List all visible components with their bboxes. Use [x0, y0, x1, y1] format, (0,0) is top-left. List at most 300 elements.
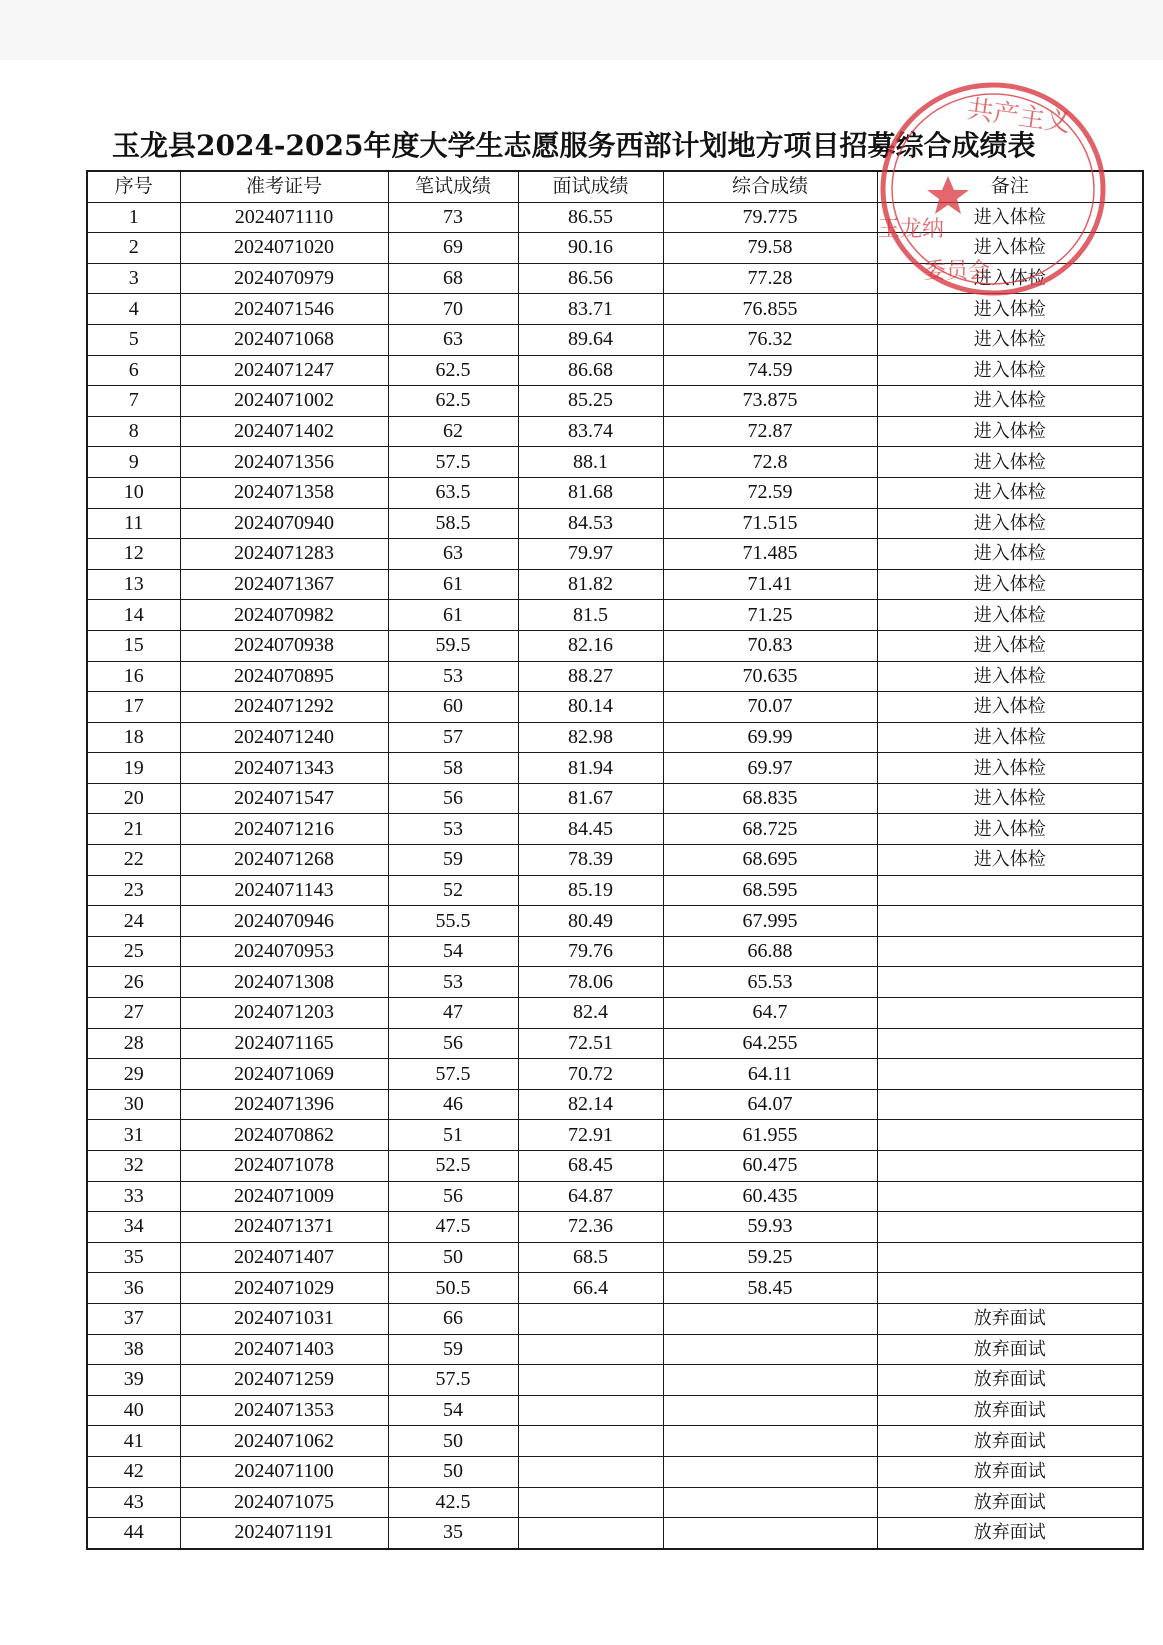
cell-ticket-number: 2024071002 — [180, 386, 388, 417]
cell-interview-score: 82.16 — [518, 630, 663, 661]
cell-total-score: 68.695 — [663, 845, 877, 876]
cell-index: 4 — [87, 294, 180, 325]
cell-interview-score: 86.55 — [518, 202, 663, 233]
cell-remark: 进入体检 — [877, 355, 1143, 386]
cell-ticket-number: 2024071110 — [180, 202, 388, 233]
cell-index: 11 — [87, 508, 180, 539]
table-row — [87, 324, 1143, 355]
cell-remark — [877, 906, 1143, 937]
cell-total-score: 67.995 — [663, 906, 877, 937]
cell-written-score: 61 — [388, 600, 518, 631]
cell-written-score: 58 — [388, 753, 518, 784]
cell-remark: 进入体检 — [877, 508, 1143, 539]
cell-interview-score: 90.16 — [518, 233, 663, 264]
cell-index: 21 — [87, 814, 180, 845]
table-row — [87, 233, 1143, 264]
cell-remark: 放弃面试 — [877, 1334, 1143, 1365]
cell-interview-score: 81.82 — [518, 569, 663, 600]
cell-written-score: 50.5 — [388, 1273, 518, 1304]
cell-ticket-number: 2024071062 — [180, 1426, 388, 1457]
cell-index: 16 — [87, 661, 180, 692]
cell-interview-score: 79.97 — [518, 539, 663, 570]
cell-total-score: 68.835 — [663, 783, 877, 814]
cell-total-score: 72.87 — [663, 416, 877, 447]
table-row — [87, 569, 1143, 600]
cell-ticket-number: 2024071259 — [180, 1365, 388, 1396]
cell-ticket-number: 2024070862 — [180, 1120, 388, 1151]
cell-total-score — [663, 1456, 877, 1487]
cell-ticket-number: 2024071247 — [180, 355, 388, 386]
cell-interview-score: 88.1 — [518, 447, 663, 478]
cell-index: 2 — [87, 233, 180, 264]
cell-ticket-number: 2024071075 — [180, 1487, 388, 1518]
table-row — [87, 355, 1143, 386]
cell-remark: 进入体检 — [877, 600, 1143, 631]
cell-index: 22 — [87, 845, 180, 876]
cell-total-score: 70.83 — [663, 630, 877, 661]
cell-ticket-number: 2024071069 — [180, 1059, 388, 1090]
cell-interview-score: 66.4 — [518, 1273, 663, 1304]
cell-remark — [877, 1028, 1143, 1059]
cell-ticket-number: 2024071009 — [180, 1181, 388, 1212]
cell-written-score: 53 — [388, 661, 518, 692]
cell-written-score: 62 — [388, 416, 518, 447]
cell-written-score: 46 — [388, 1089, 518, 1120]
cell-ticket-number: 2024070938 — [180, 630, 388, 661]
table-row — [87, 906, 1143, 937]
cell-written-score: 61 — [388, 569, 518, 600]
cell-total-score: 59.25 — [663, 1242, 877, 1273]
cell-remark: 进入体检 — [877, 324, 1143, 355]
cell-remark — [877, 1212, 1143, 1243]
cell-ticket-number: 2024071371 — [180, 1212, 388, 1243]
table-row — [87, 783, 1143, 814]
cell-interview-score: 80.14 — [518, 692, 663, 723]
cell-ticket-number: 2024070940 — [180, 508, 388, 539]
cell-index: 15 — [87, 630, 180, 661]
table-row — [87, 936, 1143, 967]
table-row — [87, 477, 1143, 508]
table-row — [87, 1456, 1143, 1487]
cell-interview-score: 81.5 — [518, 600, 663, 631]
cell-interview-score — [518, 1303, 663, 1334]
table-row — [87, 539, 1143, 570]
cell-written-score: 59 — [388, 845, 518, 876]
cell-interview-score — [518, 1365, 663, 1396]
table-row — [87, 1181, 1143, 1212]
cell-interview-score: 64.87 — [518, 1181, 663, 1212]
cell-ticket-number: 2024071165 — [180, 1028, 388, 1059]
cell-ticket-number: 2024071216 — [180, 814, 388, 845]
cell-total-score: 77.28 — [663, 263, 877, 294]
table-row — [87, 1487, 1143, 1518]
table-row — [87, 692, 1143, 723]
cell-written-score: 63 — [388, 539, 518, 570]
cell-remark — [877, 1242, 1143, 1273]
cell-written-score: 56 — [388, 1181, 518, 1212]
cell-written-score: 63 — [388, 324, 518, 355]
cell-ticket-number: 2024071031 — [180, 1303, 388, 1334]
svg-text:共产主义: 共产主义 — [965, 94, 1073, 139]
cell-index: 24 — [87, 906, 180, 937]
cell-written-score: 57.5 — [388, 1059, 518, 1090]
table-row — [87, 1212, 1143, 1243]
cell-written-score: 47 — [388, 998, 518, 1029]
table-row — [87, 1242, 1143, 1273]
cell-index: 27 — [87, 998, 180, 1029]
table-body — [87, 202, 1143, 1549]
cell-interview-score: 83.71 — [518, 294, 663, 325]
cell-total-score: 72.8 — [663, 447, 877, 478]
cell-written-score: 69 — [388, 233, 518, 264]
cell-ticket-number: 2024071268 — [180, 845, 388, 876]
table-row — [87, 447, 1143, 478]
cell-remark: 进入体检 — [877, 722, 1143, 753]
column-header-written-score: 笔试成绩 — [388, 171, 518, 202]
table-row — [87, 814, 1143, 845]
cell-interview-score: 79.76 — [518, 936, 663, 967]
cell-ticket-number: 2024070895 — [180, 661, 388, 692]
cell-total-score: 69.97 — [663, 753, 877, 784]
cell-remark — [877, 875, 1143, 906]
cell-remark: 进入体检 — [877, 845, 1143, 876]
cell-index: 9 — [87, 447, 180, 478]
cell-interview-score: 68.5 — [518, 1242, 663, 1273]
column-header-interview-score: 面试成绩 — [518, 171, 663, 202]
cell-index: 20 — [87, 783, 180, 814]
cell-interview-score: 70.72 — [518, 1059, 663, 1090]
cell-remark: 进入体检 — [877, 477, 1143, 508]
cell-written-score: 54 — [388, 1395, 518, 1426]
cell-index: 34 — [87, 1212, 180, 1243]
table-row — [87, 1518, 1143, 1549]
cell-remark: 进入体检 — [877, 783, 1143, 814]
cell-written-score: 57 — [388, 722, 518, 753]
cell-remark — [877, 1181, 1143, 1212]
cell-interview-score — [518, 1487, 663, 1518]
cell-remark: 进入体检 — [877, 661, 1143, 692]
cell-ticket-number: 2024071240 — [180, 722, 388, 753]
cell-total-score — [663, 1518, 877, 1549]
table-row — [87, 1059, 1143, 1090]
cell-written-score: 59 — [388, 1334, 518, 1365]
scan-margin — [0, 0, 1163, 60]
cell-written-score: 66 — [388, 1303, 518, 1334]
cell-index: 31 — [87, 1120, 180, 1151]
cell-index: 26 — [87, 967, 180, 998]
cell-written-score: 58.5 — [388, 508, 518, 539]
cell-written-score: 35 — [388, 1518, 518, 1549]
table-row — [87, 600, 1143, 631]
cell-written-score: 57.5 — [388, 447, 518, 478]
cell-total-score — [663, 1426, 877, 1457]
table-row — [87, 294, 1143, 325]
cell-interview-score — [518, 1334, 663, 1365]
cell-remark — [877, 967, 1143, 998]
cell-index: 12 — [87, 539, 180, 570]
cell-written-score: 57.5 — [388, 1365, 518, 1396]
cell-index: 36 — [87, 1273, 180, 1304]
table-row — [87, 1273, 1143, 1304]
cell-ticket-number: 2024071203 — [180, 998, 388, 1029]
cell-total-score: 68.725 — [663, 814, 877, 845]
cell-remark: 放弃面试 — [877, 1395, 1143, 1426]
cell-index: 32 — [87, 1151, 180, 1182]
cell-ticket-number: 2024071191 — [180, 1518, 388, 1549]
cell-written-score: 56 — [388, 1028, 518, 1059]
cell-written-score: 56 — [388, 783, 518, 814]
table-row — [87, 263, 1143, 294]
cell-total-score: 79.775 — [663, 202, 877, 233]
cell-total-score: 71.515 — [663, 508, 877, 539]
cell-interview-score: 82.14 — [518, 1089, 663, 1120]
cell-index: 28 — [87, 1028, 180, 1059]
cell-total-score: 71.485 — [663, 539, 877, 570]
svg-text:委员会: 委员会 — [924, 259, 991, 284]
cell-remark: 进入体检 — [877, 416, 1143, 447]
table-row — [87, 1365, 1143, 1396]
cell-index: 8 — [87, 416, 180, 447]
cell-index: 44 — [87, 1518, 180, 1549]
cell-remark: 进入体检 — [877, 202, 1143, 233]
cell-index: 38 — [87, 1334, 180, 1365]
cell-total-score: 65.53 — [663, 967, 877, 998]
cell-ticket-number: 2024071100 — [180, 1456, 388, 1487]
cell-index: 39 — [87, 1365, 180, 1396]
cell-remark: 进入体检 — [877, 233, 1143, 264]
cell-ticket-number: 2024071029 — [180, 1273, 388, 1304]
cell-ticket-number: 2024070979 — [180, 263, 388, 294]
cell-remark — [877, 1151, 1143, 1182]
table-row — [87, 1334, 1143, 1365]
cell-written-score: 52.5 — [388, 1151, 518, 1182]
cell-written-score: 62.5 — [388, 355, 518, 386]
cell-total-score: 69.99 — [663, 722, 877, 753]
table-row — [87, 1028, 1143, 1059]
table-row — [87, 1303, 1143, 1334]
cell-written-score: 47.5 — [388, 1212, 518, 1243]
table-header-row — [87, 171, 1143, 202]
cell-written-score: 70 — [388, 294, 518, 325]
cell-interview-score — [518, 1426, 663, 1457]
cell-total-score: 76.855 — [663, 294, 877, 325]
cell-written-score: 53 — [388, 814, 518, 845]
cell-ticket-number: 2024071353 — [180, 1395, 388, 1426]
column-header-total-score: 综合成绩 — [663, 171, 877, 202]
cell-total-score: 60.435 — [663, 1181, 877, 1212]
page-title: 玉龙县2024-2025年度大学生志愿服务西部计划地方项目招募综合成绩表 — [112, 129, 1036, 162]
cell-index: 14 — [87, 600, 180, 631]
cell-index: 25 — [87, 936, 180, 967]
cell-interview-score: 80.49 — [518, 906, 663, 937]
column-header-remark: 备注 — [877, 171, 1143, 202]
cell-total-score: 71.25 — [663, 600, 877, 631]
cell-interview-score: 82.98 — [518, 722, 663, 753]
cell-remark: 进入体检 — [877, 753, 1143, 784]
cell-index: 37 — [87, 1303, 180, 1334]
cell-total-score: 58.45 — [663, 1273, 877, 1304]
cell-interview-score: 81.94 — [518, 753, 663, 784]
cell-total-score: 60.475 — [663, 1151, 877, 1182]
cell-total-score: 59.93 — [663, 1212, 877, 1243]
table-row — [87, 875, 1143, 906]
cell-written-score: 60 — [388, 692, 518, 723]
cell-interview-score — [518, 1395, 663, 1426]
cell-remark: 进入体检 — [877, 569, 1143, 600]
cell-ticket-number: 2024070946 — [180, 906, 388, 937]
cell-total-score: 64.11 — [663, 1059, 877, 1090]
cell-ticket-number: 2024071547 — [180, 783, 388, 814]
cell-written-score: 50 — [388, 1426, 518, 1457]
cell-index: 5 — [87, 324, 180, 355]
cell-interview-score: 78.06 — [518, 967, 663, 998]
cell-ticket-number: 2024071343 — [180, 753, 388, 784]
cell-index: 23 — [87, 875, 180, 906]
cell-total-score — [663, 1487, 877, 1518]
cell-total-score: 71.41 — [663, 569, 877, 600]
table-row — [87, 753, 1143, 784]
cell-written-score: 68 — [388, 263, 518, 294]
cell-remark: 放弃面试 — [877, 1487, 1143, 1518]
cell-remark: 进入体检 — [877, 814, 1143, 845]
cell-index: 40 — [87, 1395, 180, 1426]
cell-interview-score: 88.27 — [518, 661, 663, 692]
cell-total-score: 70.635 — [663, 661, 877, 692]
score-table — [86, 170, 1144, 1550]
cell-index: 18 — [87, 722, 180, 753]
table-row — [87, 202, 1143, 233]
cell-interview-score: 72.91 — [518, 1120, 663, 1151]
cell-interview-score: 81.67 — [518, 783, 663, 814]
cell-remark — [877, 998, 1143, 1029]
cell-remark: 进入体检 — [877, 630, 1143, 661]
cell-remark: 放弃面试 — [877, 1365, 1143, 1396]
cell-written-score: 51 — [388, 1120, 518, 1151]
table-row — [87, 722, 1143, 753]
table-row — [87, 386, 1143, 417]
cell-interview-score: 85.19 — [518, 875, 663, 906]
cell-written-score: 50 — [388, 1456, 518, 1487]
cell-written-score: 63.5 — [388, 477, 518, 508]
cell-remark: 放弃面试 — [877, 1518, 1143, 1549]
cell-interview-score: 78.39 — [518, 845, 663, 876]
cell-ticket-number: 2024071078 — [180, 1151, 388, 1182]
svg-text:玉龙纳: 玉龙纳 — [878, 217, 945, 242]
cell-interview-score: 84.53 — [518, 508, 663, 539]
cell-ticket-number: 2024071403 — [180, 1334, 388, 1365]
table-row — [87, 1395, 1143, 1426]
cell-index: 35 — [87, 1242, 180, 1273]
cell-index: 42 — [87, 1456, 180, 1487]
cell-interview-score: 89.64 — [518, 324, 663, 355]
cell-index: 29 — [87, 1059, 180, 1090]
table-row — [87, 1120, 1143, 1151]
cell-index: 6 — [87, 355, 180, 386]
cell-remark: 放弃面试 — [877, 1456, 1143, 1487]
cell-total-score — [663, 1303, 877, 1334]
cell-interview-score: 72.51 — [518, 1028, 663, 1059]
cell-interview-score: 82.4 — [518, 998, 663, 1029]
table-row — [87, 416, 1143, 447]
column-header-index: 序号 — [87, 171, 180, 202]
cell-index: 13 — [87, 569, 180, 600]
cell-ticket-number: 2024071358 — [180, 477, 388, 508]
cell-ticket-number: 2024071356 — [180, 447, 388, 478]
cell-ticket-number: 2024071020 — [180, 233, 388, 264]
cell-remark: 进入体检 — [877, 447, 1143, 478]
cell-ticket-number: 2024071292 — [180, 692, 388, 723]
cell-index: 30 — [87, 1089, 180, 1120]
cell-interview-score: 86.68 — [518, 355, 663, 386]
cell-interview-score: 72.36 — [518, 1212, 663, 1243]
cell-interview-score: 86.56 — [518, 263, 663, 294]
cell-interview-score: 68.45 — [518, 1151, 663, 1182]
cell-written-score: 62.5 — [388, 386, 518, 417]
cell-total-score: 66.88 — [663, 936, 877, 967]
cell-remark — [877, 936, 1143, 967]
cell-written-score: 73 — [388, 202, 518, 233]
cell-total-score: 64.7 — [663, 998, 877, 1029]
cell-remark — [877, 1273, 1143, 1304]
cell-interview-score — [518, 1518, 663, 1549]
cell-remark: 进入体检 — [877, 263, 1143, 294]
cell-ticket-number: 2024070953 — [180, 936, 388, 967]
cell-total-score: 64.07 — [663, 1089, 877, 1120]
cell-ticket-number: 2024071546 — [180, 294, 388, 325]
cell-total-score — [663, 1334, 877, 1365]
cell-total-score: 72.59 — [663, 477, 877, 508]
cell-index: 19 — [87, 753, 180, 784]
cell-ticket-number: 2024071068 — [180, 324, 388, 355]
cell-ticket-number: 2024071283 — [180, 539, 388, 570]
cell-interview-score: 83.74 — [518, 416, 663, 447]
cell-remark: 进入体检 — [877, 539, 1143, 570]
cell-index: 10 — [87, 477, 180, 508]
cell-remark: 放弃面试 — [877, 1426, 1143, 1457]
cell-ticket-number: 2024071407 — [180, 1242, 388, 1273]
cell-total-score: 61.955 — [663, 1120, 877, 1151]
table-row — [87, 630, 1143, 661]
cell-total-score: 64.255 — [663, 1028, 877, 1059]
cell-index: 17 — [87, 692, 180, 723]
cell-interview-score: 85.25 — [518, 386, 663, 417]
cell-ticket-number: 2024071396 — [180, 1089, 388, 1120]
cell-remark: 进入体检 — [877, 692, 1143, 723]
table-row — [87, 845, 1143, 876]
cell-written-score: 50 — [388, 1242, 518, 1273]
cell-written-score: 59.5 — [388, 630, 518, 661]
cell-remark: 进入体检 — [877, 386, 1143, 417]
cell-index: 33 — [87, 1181, 180, 1212]
cell-interview-score — [518, 1456, 663, 1487]
column-header-ticket-number: 准考证号 — [180, 171, 388, 202]
cell-total-score: 79.58 — [663, 233, 877, 264]
cell-index: 3 — [87, 263, 180, 294]
cell-index: 43 — [87, 1487, 180, 1518]
cell-index: 41 — [87, 1426, 180, 1457]
cell-index: 7 — [87, 386, 180, 417]
table-row — [87, 1151, 1143, 1182]
cell-ticket-number: 2024070982 — [180, 600, 388, 631]
cell-written-score: 42.5 — [388, 1487, 518, 1518]
cell-ticket-number: 2024071143 — [180, 875, 388, 906]
cell-total-score: 74.59 — [663, 355, 877, 386]
cell-remark — [877, 1089, 1143, 1120]
cell-total-score: 70.07 — [663, 692, 877, 723]
table-row — [87, 508, 1143, 539]
cell-total-score — [663, 1395, 877, 1426]
cell-remark — [877, 1120, 1143, 1151]
